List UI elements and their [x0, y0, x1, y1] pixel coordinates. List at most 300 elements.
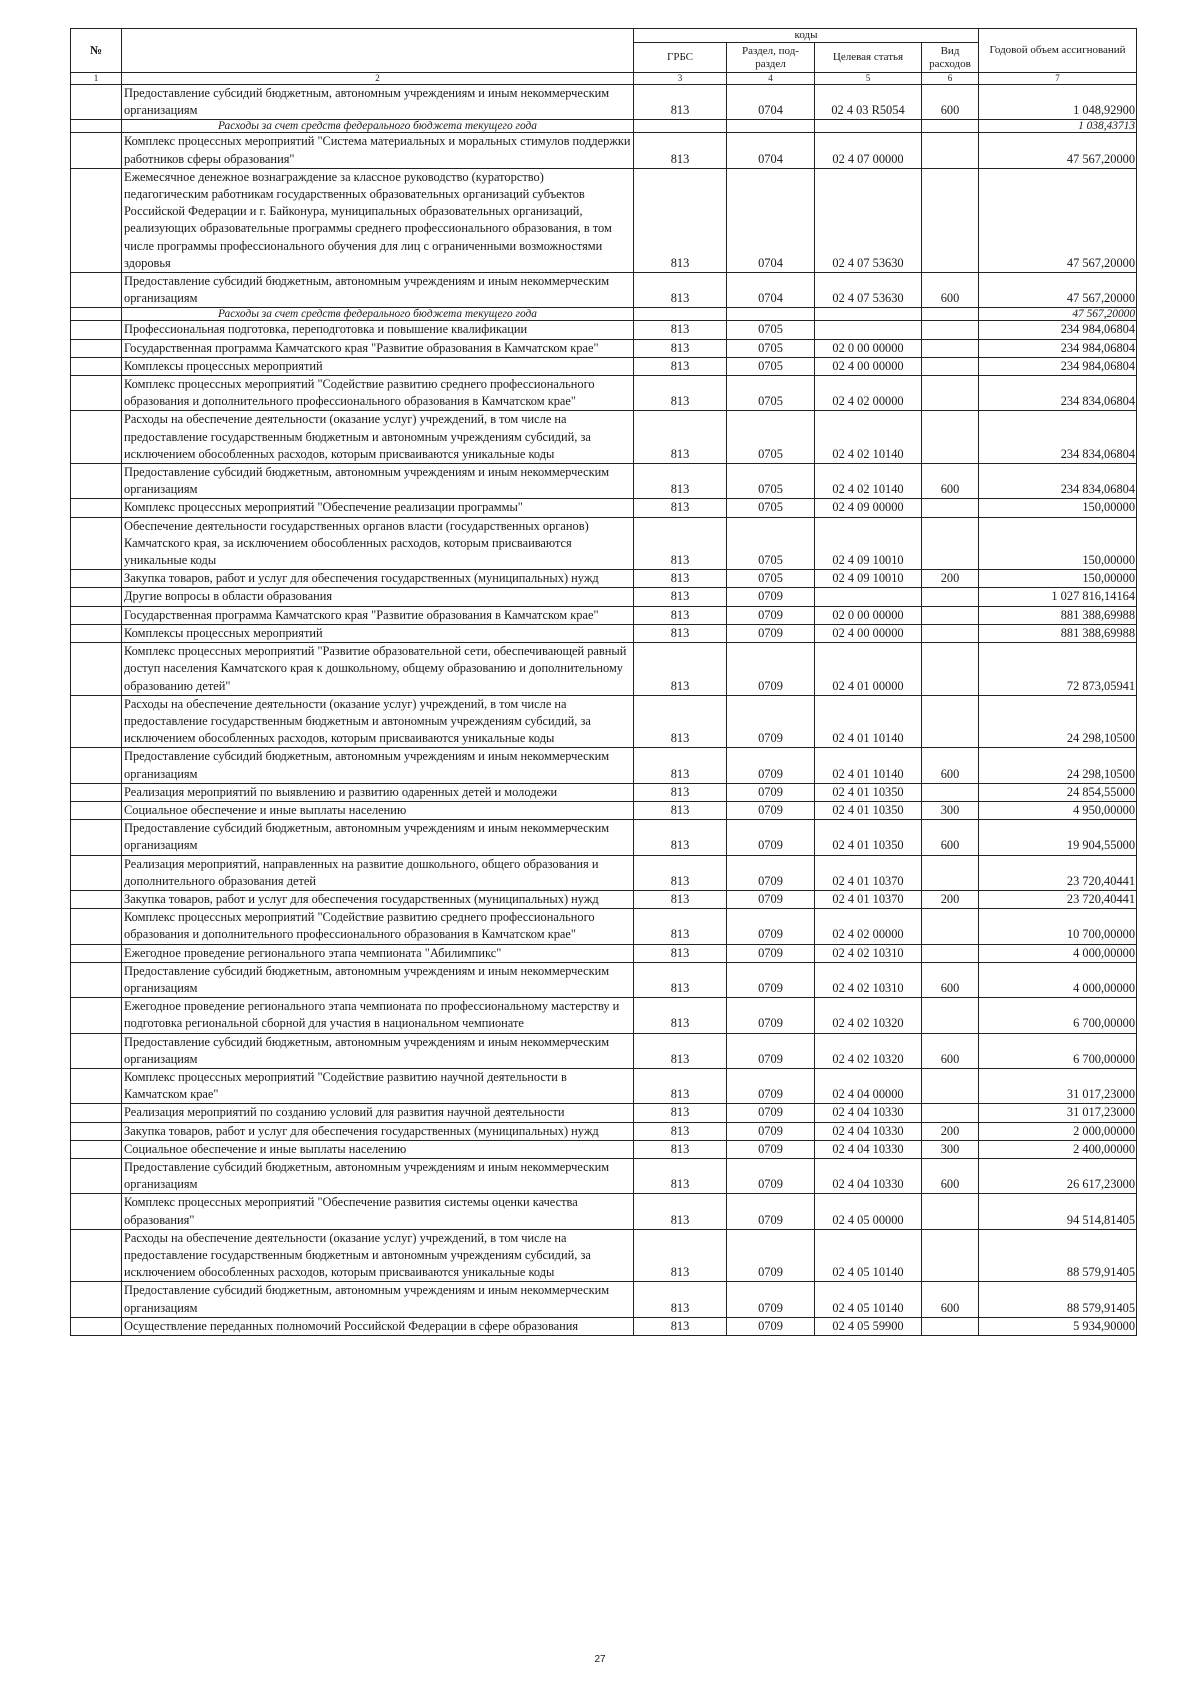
row-expense-type-cell: [922, 411, 979, 464]
row-grbs-cell: 813: [634, 464, 727, 499]
col-number-7: 7: [979, 73, 1137, 85]
row-number-cell: [71, 624, 122, 642]
table-row: [71, 624, 1137, 642]
header-grbs: ГРБС: [634, 43, 727, 73]
row-section-cell: 0709: [727, 1104, 815, 1122]
row-amount-cell: 4 000,00000: [979, 962, 1137, 997]
row-number-cell: [71, 357, 122, 375]
row-expense-type-cell: [922, 1229, 979, 1282]
row-target-item-cell: [815, 120, 922, 133]
row-number-cell: [71, 801, 122, 819]
col-number-3: 3: [634, 73, 727, 85]
row-grbs-cell: 813: [634, 1122, 727, 1140]
row-name-cell: Государственная программа Камчатского края "Развитие образования в Камчатском крае": [122, 606, 634, 624]
table-row: [71, 1158, 1137, 1193]
row-expense-type-cell: [922, 944, 979, 962]
row-expense-type-cell: [922, 909, 979, 944]
row-name-cell: Закупка товаров, работ и услуг для обеспечения государственных (муниципальных) нужд: [122, 1122, 634, 1140]
row-name-cell: Предоставление субсидий бюджетным, автономным учреждениям и иным некоммерческим организациям: [122, 748, 634, 783]
row-section-cell: 0705: [727, 517, 815, 570]
row-amount-cell: 881 388,69988: [979, 624, 1137, 642]
row-amount-cell: 5 934,90000: [979, 1317, 1137, 1335]
row-target-item-cell: 02 4 02 10310: [815, 944, 922, 962]
row-name-cell: Закупка товаров, работ и услуг для обеспечения государственных (муниципальных) нужд: [122, 890, 634, 908]
table-row: [71, 517, 1137, 570]
table-row: [71, 643, 1137, 696]
row-number-cell: [71, 1229, 122, 1282]
row-number-cell: [71, 1194, 122, 1229]
row-name-cell: Предоставление субсидий бюджетным, автономным учреждениям и иным некоммерческим организациям: [122, 1033, 634, 1068]
row-expense-type-cell: 600: [922, 748, 979, 783]
row-expense-type-cell: 200: [922, 570, 979, 588]
row-amount-cell: 150,00000: [979, 570, 1137, 588]
table-row: [71, 695, 1137, 748]
row-expense-type-cell: [922, 1104, 979, 1122]
row-target-item-cell: 02 4 02 00000: [815, 376, 922, 411]
row-grbs-cell: 813: [634, 695, 727, 748]
row-amount-cell: 234 834,06804: [979, 411, 1137, 464]
row-expense-type-cell: [922, 783, 979, 801]
row-target-item-cell: 02 4 01 00000: [815, 643, 922, 696]
row-number-cell: [71, 643, 122, 696]
row-amount-cell: 23 720,40441: [979, 890, 1137, 908]
row-name-cell: Закупка товаров, работ и услуг для обеспечения государственных (муниципальных) нужд: [122, 570, 634, 588]
table-row: [71, 464, 1137, 499]
table-row: [71, 855, 1137, 890]
row-target-item-cell: 02 4 01 10370: [815, 855, 922, 890]
row-number-cell: [71, 321, 122, 339]
row-section-cell: 0705: [727, 570, 815, 588]
row-grbs-cell: 813: [634, 606, 727, 624]
header-number: №: [71, 29, 122, 73]
row-number-cell: [71, 1104, 122, 1122]
row-target-item-cell: 02 4 02 00000: [815, 909, 922, 944]
row-amount-cell: 19 904,55000: [979, 820, 1137, 855]
row-grbs-cell: 813: [634, 588, 727, 606]
row-amount-cell: 234 834,06804: [979, 376, 1137, 411]
row-amount-cell: 1 038,43713: [979, 120, 1137, 133]
row-expense-type-cell: [922, 376, 979, 411]
row-amount-cell: 47 567,20000: [979, 273, 1137, 308]
row-number-cell: [71, 855, 122, 890]
row-target-item-cell: 02 4 04 10330: [815, 1122, 922, 1140]
row-grbs-cell: 813: [634, 1104, 727, 1122]
federal-budget-row: [71, 308, 1137, 321]
row-name-cell: Социальное обеспечение и иные выплаты населению: [122, 1140, 634, 1158]
row-name-cell: Комплекс процессных мероприятий "Система материальных и моральных стимулов поддержки работников сферы образования": [122, 133, 634, 168]
row-number-cell: [71, 944, 122, 962]
row-grbs-cell: [634, 308, 727, 321]
table-row: [71, 1229, 1137, 1282]
row-section-cell: 0704: [727, 85, 815, 120]
table-row: [71, 1317, 1137, 1335]
row-name-cell: Предоставление субсидий бюджетным, автономным учреждениям и иным некоммерческим организациям: [122, 1158, 634, 1193]
col-number-4: 4: [727, 73, 815, 85]
row-name-cell: Обеспечение деятельности государственных органов власти (государственных органов) Камчатского края, за исключением обособленных расходов, которым присваиваются уникальные коды: [122, 517, 634, 570]
row-number-cell: [71, 998, 122, 1033]
row-amount-cell: 26 617,23000: [979, 1158, 1137, 1193]
row-number-cell: [71, 411, 122, 464]
row-section-cell: 0705: [727, 357, 815, 375]
row-name-cell: Комплексы процессных мероприятий: [122, 624, 634, 642]
row-name-cell: Комплекс процессных мероприятий "Обеспечение развития системы оценки качества образования": [122, 1194, 634, 1229]
row-name-cell: Предоставление субсидий бюджетным, автономным учреждениям и иным некоммерческим организациям: [122, 464, 634, 499]
table-row: [71, 499, 1137, 517]
row-target-item-cell: 02 4 04 10330: [815, 1140, 922, 1158]
row-number-cell: [71, 1140, 122, 1158]
row-amount-cell: 234 984,06804: [979, 321, 1137, 339]
table-row: [71, 411, 1137, 464]
row-amount-cell: 4 000,00000: [979, 944, 1137, 962]
row-expense-type-cell: [922, 1194, 979, 1229]
row-target-item-cell: 02 4 00 00000: [815, 624, 922, 642]
row-name-cell: Профессиональная подготовка, переподготовка и повышение квалификации: [122, 321, 634, 339]
row-name-cell: Ежегодное проведение регионального этапа чемпионата "Абилимпикс": [122, 944, 634, 962]
row-target-item-cell: 02 4 05 00000: [815, 1194, 922, 1229]
row-target-item-cell: 02 4 02 10140: [815, 411, 922, 464]
row-grbs-cell: 813: [634, 820, 727, 855]
row-target-item-cell: 02 4 05 10140: [815, 1282, 922, 1317]
row-name-cell: Комплекс процессных мероприятий "Содействие развитию среднего профессионального образования и дополнительного профессионального образования в Камчатском крае": [122, 376, 634, 411]
row-section-cell: 0704: [727, 273, 815, 308]
row-amount-cell: 6 700,00000: [979, 998, 1137, 1033]
row-expense-type-cell: [922, 1317, 979, 1335]
row-section-cell: 0709: [727, 801, 815, 819]
row-section-cell: [727, 120, 815, 133]
row-expense-type-cell: [922, 499, 979, 517]
row-target-item-cell: 02 4 02 10320: [815, 1033, 922, 1068]
table-row: [71, 1122, 1137, 1140]
row-grbs-cell: 813: [634, 1158, 727, 1193]
row-expense-type-cell: [922, 133, 979, 168]
row-number-cell: [71, 820, 122, 855]
header-column-numbers: [71, 73, 1137, 85]
row-target-item-cell: [815, 588, 922, 606]
row-amount-cell: 150,00000: [979, 517, 1137, 570]
row-expense-type-cell: [922, 120, 979, 133]
table-row: [71, 168, 1137, 272]
row-grbs-cell: 813: [634, 273, 727, 308]
row-number-cell: [71, 1122, 122, 1140]
row-number-cell: [71, 273, 122, 308]
row-target-item-cell: 02 4 03 R5054: [815, 85, 922, 120]
row-target-item-cell: 02 4 01 10350: [815, 783, 922, 801]
row-grbs-cell: 813: [634, 168, 727, 272]
row-section-cell: 0705: [727, 376, 815, 411]
row-grbs-cell: 813: [634, 517, 727, 570]
row-target-item-cell: 02 4 01 10140: [815, 748, 922, 783]
table-header: [71, 29, 1137, 85]
row-expense-type-cell: 300: [922, 1140, 979, 1158]
row-name-cell: Ежемесячное денежное вознаграждение за классное руководство (кураторство) педагогическим работникам государственных образовательных организаций субъектов Российской Федерации и г. Байконура, муниципальных образовательных организаций, реализующих образовательные программы среднего профессионального образования, в том числе программы профессионального обучения для лиц с ограниченными возможностями здоровья: [122, 168, 634, 272]
row-section-cell: 0709: [727, 588, 815, 606]
row-number-cell: [71, 962, 122, 997]
row-amount-cell: 150,00000: [979, 499, 1137, 517]
table-row: [71, 748, 1137, 783]
row-target-item-cell: 02 4 04 00000: [815, 1068, 922, 1103]
row-expense-type-cell: [922, 643, 979, 696]
row-number-cell: [71, 133, 122, 168]
row-number-cell: [71, 909, 122, 944]
row-target-item-cell: 02 0 00 00000: [815, 339, 922, 357]
row-target-item-cell: 02 4 09 10010: [815, 570, 922, 588]
row-grbs-cell: 813: [634, 909, 727, 944]
row-grbs-cell: 813: [634, 624, 727, 642]
row-name-cell: Расходы на обеспечение деятельности (оказание услуг) учреждений, в том числе на предоставление государственным бюджетным и автономным учреждениям субсидий, за исключением обособленных расходов, которым присваиваются уникальные коды: [122, 695, 634, 748]
row-expense-type-cell: 300: [922, 801, 979, 819]
row-grbs-cell: 813: [634, 998, 727, 1033]
row-grbs-cell: 813: [634, 357, 727, 375]
row-grbs-cell: 813: [634, 411, 727, 464]
row-name-cell: Комплекс процессных мероприятий "Развитие образовательной сети, обеспечивающей равный доступ населения Камчатского края к дошкольному, общему образованию и дополнительному образованию детей": [122, 643, 634, 696]
row-section-cell: [727, 308, 815, 321]
table-row: [71, 909, 1137, 944]
row-section-cell: 0705: [727, 321, 815, 339]
row-name-cell: Расходы на обеспечение деятельности (оказание услуг) учреждений, в том числе на предоставление государственным бюджетным и автономным учреждениям субсидий, за исключением обособленных расходов, которым присваиваются уникальные коды: [122, 411, 634, 464]
row-name-cell: Предоставление субсидий бюджетным, автономным учреждениям и иным некоммерческим организациям: [122, 962, 634, 997]
row-amount-cell: 23 720,40441: [979, 855, 1137, 890]
row-grbs-cell: 813: [634, 748, 727, 783]
row-amount-cell: 1 027 816,14164: [979, 588, 1137, 606]
row-target-item-cell: 02 4 07 53630: [815, 168, 922, 272]
row-grbs-cell: 813: [634, 85, 727, 120]
table-row: [71, 998, 1137, 1033]
table-row: [71, 85, 1137, 120]
row-name-cell: Комплекс процессных мероприятий "Обеспечение реализации программы": [122, 499, 634, 517]
row-section-cell: 0709: [727, 1282, 815, 1317]
table-row: [71, 1140, 1137, 1158]
row-amount-cell: 24 298,10500: [979, 695, 1137, 748]
row-number-cell: [71, 1317, 122, 1335]
row-name-cell: Другие вопросы в области образования: [122, 588, 634, 606]
row-section-cell: 0705: [727, 464, 815, 499]
row-section-cell: 0705: [727, 411, 815, 464]
table-row: [71, 273, 1137, 308]
row-amount-cell: 2 000,00000: [979, 1122, 1137, 1140]
table-row: [71, 588, 1137, 606]
col-number-5: 5: [815, 73, 922, 85]
col-number-6: 6: [922, 73, 979, 85]
col-number-2: 2: [122, 73, 634, 85]
row-grbs-cell: 813: [634, 944, 727, 962]
row-grbs-cell: [634, 120, 727, 133]
row-expense-type-cell: [922, 855, 979, 890]
row-grbs-cell: 813: [634, 1282, 727, 1317]
row-name-cell: Предоставление субсидий бюджетным, автономным учреждениям и иным некоммерческим организациям: [122, 820, 634, 855]
table-row: [71, 339, 1137, 357]
row-expense-type-cell: [922, 695, 979, 748]
row-name-cell: Социальное обеспечение и иные выплаты населению: [122, 801, 634, 819]
row-target-item-cell: 02 4 07 00000: [815, 133, 922, 168]
row-number-cell: [71, 85, 122, 120]
row-expense-type-cell: [922, 998, 979, 1033]
row-expense-type-cell: 200: [922, 1122, 979, 1140]
row-name-cell: Комплексы процессных мероприятий: [122, 357, 634, 375]
row-target-item-cell: 02 4 01 10140: [815, 695, 922, 748]
row-grbs-cell: 813: [634, 1033, 727, 1068]
header-codes: коды: [634, 29, 979, 43]
row-target-item-cell: 02 0 00 00000: [815, 606, 922, 624]
row-grbs-cell: 813: [634, 783, 727, 801]
row-amount-cell: 6 700,00000: [979, 1033, 1137, 1068]
row-section-cell: 0709: [727, 962, 815, 997]
row-amount-cell: 4 950,00000: [979, 801, 1137, 819]
row-name-cell: Реализация мероприятий по созданию условий для развития научной деятельности: [122, 1104, 634, 1122]
row-section-cell: 0709: [727, 1158, 815, 1193]
row-name-cell: Расходы за счет средств федерального бюджета текущего года: [122, 120, 634, 133]
row-grbs-cell: 813: [634, 643, 727, 696]
row-number-cell: [71, 588, 122, 606]
federal-budget-row: [71, 120, 1137, 133]
row-name-cell: Расходы за счет средств федерального бюджета текущего года: [122, 308, 634, 321]
row-amount-cell: 234 834,06804: [979, 464, 1137, 499]
row-expense-type-cell: [922, 517, 979, 570]
row-section-cell: 0709: [727, 1033, 815, 1068]
row-grbs-cell: 813: [634, 339, 727, 357]
row-number-cell: [71, 376, 122, 411]
row-grbs-cell: 813: [634, 890, 727, 908]
row-amount-cell: 94 514,81405: [979, 1194, 1137, 1229]
row-number-cell: [71, 308, 122, 321]
row-grbs-cell: 813: [634, 321, 727, 339]
row-amount-cell: 88 579,91405: [979, 1229, 1137, 1282]
row-expense-type-cell: [922, 357, 979, 375]
row-number-cell: [71, 1033, 122, 1068]
row-grbs-cell: 813: [634, 962, 727, 997]
row-expense-type-cell: [922, 168, 979, 272]
row-expense-type-cell: [922, 624, 979, 642]
table-row: [71, 376, 1137, 411]
row-section-cell: 0705: [727, 339, 815, 357]
row-number-cell: [71, 890, 122, 908]
row-expense-type-cell: 600: [922, 1158, 979, 1193]
row-expense-type-cell: 600: [922, 1282, 979, 1317]
row-amount-cell: 10 700,00000: [979, 909, 1137, 944]
row-section-cell: 0704: [727, 133, 815, 168]
row-amount-cell: 31 017,23000: [979, 1104, 1137, 1122]
table-row: [71, 1104, 1137, 1122]
row-grbs-cell: 813: [634, 133, 727, 168]
row-grbs-cell: 813: [634, 1317, 727, 1335]
row-name-cell: Осуществление переданных полномочий Российской Федерации в сфере образования: [122, 1317, 634, 1335]
row-expense-type-cell: [922, 308, 979, 321]
row-target-item-cell: [815, 308, 922, 321]
row-amount-cell: 24 854,55000: [979, 783, 1137, 801]
row-target-item-cell: 02 4 09 00000: [815, 499, 922, 517]
row-number-cell: [71, 517, 122, 570]
row-section-cell: 0709: [727, 695, 815, 748]
row-section-cell: 0709: [727, 909, 815, 944]
table-row: [71, 801, 1137, 819]
row-section-cell: 0709: [727, 624, 815, 642]
table-row: [71, 357, 1137, 375]
row-section-cell: 0709: [727, 643, 815, 696]
table-row: [71, 1068, 1137, 1103]
row-amount-cell: 72 873,05941: [979, 643, 1137, 696]
row-target-item-cell: 02 4 02 10320: [815, 998, 922, 1033]
row-section-cell: 0709: [727, 1194, 815, 1229]
row-grbs-cell: 813: [634, 1068, 727, 1103]
row-number-cell: [71, 120, 122, 133]
row-name-cell: Предоставление субсидий бюджетным, автономным учреждениям и иным некоммерческим организациям: [122, 273, 634, 308]
row-grbs-cell: 813: [634, 499, 727, 517]
header-section: Раздел, под-раздел: [727, 43, 815, 73]
row-target-item-cell: 02 4 04 10330: [815, 1104, 922, 1122]
row-expense-type-cell: 600: [922, 464, 979, 499]
table-body: [71, 85, 1137, 1336]
row-amount-cell: 31 017,23000: [979, 1068, 1137, 1103]
row-section-cell: 0709: [727, 855, 815, 890]
row-name-cell: Реализация мероприятий, направленных на развитие дошкольного, общего образования и дополнительного образования детей: [122, 855, 634, 890]
row-name-cell: Комплекс процессных мероприятий "Содействие развитию среднего профессионального образования и дополнительного профессионального образования в Камчатском крае": [122, 909, 634, 944]
row-name-cell: Реализация мероприятий по выявлению и развитию одаренных детей и молодежи: [122, 783, 634, 801]
row-expense-type-cell: 200: [922, 890, 979, 908]
row-target-item-cell: 02 4 02 10310: [815, 962, 922, 997]
page-number: 27: [594, 1654, 606, 1665]
header-expense-type: Вид расходов: [922, 43, 979, 73]
row-section-cell: 0709: [727, 606, 815, 624]
row-expense-type-cell: 600: [922, 85, 979, 120]
row-amount-cell: 47 567,20000: [979, 168, 1137, 272]
row-target-item-cell: 02 4 07 53630: [815, 273, 922, 308]
row-target-item-cell: 02 4 05 10140: [815, 1229, 922, 1282]
table-row: [71, 890, 1137, 908]
row-section-cell: 0709: [727, 748, 815, 783]
row-amount-cell: 88 579,91405: [979, 1282, 1137, 1317]
row-section-cell: 0705: [727, 499, 815, 517]
row-number-cell: [71, 499, 122, 517]
row-name-cell: Предоставление субсидий бюджетным, автономным учреждениям и иным некоммерческим организациям: [122, 1282, 634, 1317]
row-number-cell: [71, 570, 122, 588]
table-row: [71, 1282, 1137, 1317]
row-amount-cell: 1 048,92900: [979, 85, 1137, 120]
row-amount-cell: 2 400,00000: [979, 1140, 1137, 1158]
row-name-cell: Предоставление субсидий бюджетным, автономным учреждениям и иным некоммерческим организациям: [122, 85, 634, 120]
row-expense-type-cell: [922, 321, 979, 339]
table-row: [71, 570, 1137, 588]
table-row: [71, 606, 1137, 624]
table-row: [71, 962, 1137, 997]
row-grbs-cell: 813: [634, 570, 727, 588]
row-grbs-cell: 813: [634, 1229, 727, 1282]
row-section-cell: 0709: [727, 1122, 815, 1140]
row-target-item-cell: 02 4 01 10350: [815, 801, 922, 819]
row-expense-type-cell: [922, 339, 979, 357]
row-grbs-cell: 813: [634, 376, 727, 411]
row-name-cell: Ежегодное проведение регионального этапа чемпионата по профессиональному мастерству и подготовка региональной сборной для участия в национальном чемпионате: [122, 998, 634, 1033]
header-target-item: Целевая статья: [815, 43, 922, 73]
row-section-cell: 0709: [727, 820, 815, 855]
row-amount-cell: 24 298,10500: [979, 748, 1137, 783]
row-section-cell: 0709: [727, 1068, 815, 1103]
row-amount-cell: 47 567,20000: [979, 308, 1137, 321]
row-section-cell: 0709: [727, 1140, 815, 1158]
row-amount-cell: 47 567,20000: [979, 133, 1137, 168]
row-number-cell: [71, 1282, 122, 1317]
header-annual-volume: Годовой объем ассигнований: [979, 29, 1137, 73]
budget-allocation-table: [70, 28, 1137, 1336]
row-target-item-cell: 02 4 02 10140: [815, 464, 922, 499]
row-target-item-cell: 02 4 05 59900: [815, 1317, 922, 1335]
row-number-cell: [71, 464, 122, 499]
table-row: [71, 133, 1137, 168]
row-expense-type-cell: 600: [922, 820, 979, 855]
row-name-cell: Государственная программа Камчатского края "Развитие образования в Камчатском крае": [122, 339, 634, 357]
row-amount-cell: 881 388,69988: [979, 606, 1137, 624]
row-expense-type-cell: [922, 1068, 979, 1103]
row-expense-type-cell: 600: [922, 273, 979, 308]
row-number-cell: [71, 783, 122, 801]
